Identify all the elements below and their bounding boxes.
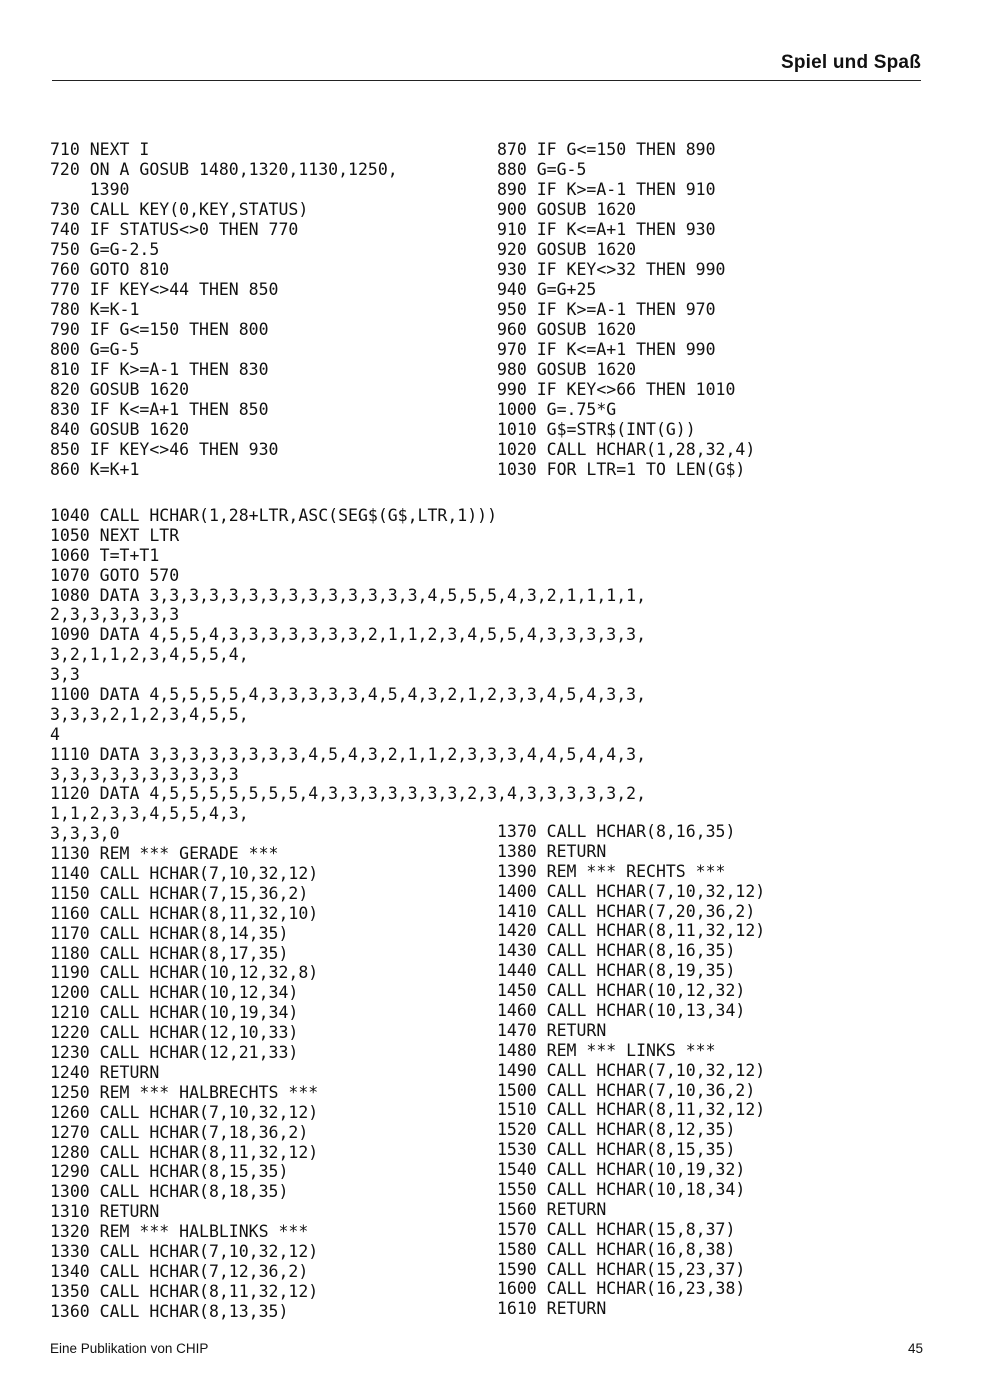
code-line: 1150 CALL HCHAR(7,15,36,2) (50, 883, 309, 903)
section-title: Spiel und Spaß (780, 52, 921, 73)
code-line: 710 NEXT I (50, 140, 150, 159)
footer-publisher: Eine Publikation von CHIP (50, 1341, 209, 1356)
code-line: 1600 CALL HCHAR(16,23,38) (497, 1279, 746, 1299)
code-line: 1280 CALL HCHAR(8,11,32,12) (50, 1142, 319, 1162)
code-line: 1510 CALL HCHAR(8,11,32,12) (497, 1100, 766, 1120)
code-line: 920 GOSUB 1620 (497, 240, 637, 259)
code-line: 1070 GOTO 570 (50, 565, 180, 585)
code-line: 980 GOSUB 1620 (497, 360, 637, 379)
code-listing-top-right (497, 140, 755, 480)
code-line: 770 IF KEY<>44 THEN 850 (50, 280, 279, 299)
code-line: 3,2,1,1,2,3,4,5,5,4, (50, 645, 249, 665)
code-line: 1560 RETURN (497, 1199, 607, 1219)
code-line: 1530 CALL HCHAR(8,15,35) (497, 1140, 736, 1160)
code-line: 810 IF K>=A-1 THEN 830 (50, 360, 269, 379)
code-line: 1010 G$=STR$(INT(G)) (497, 420, 696, 439)
code-line: 3,3,3,0 (50, 824, 120, 844)
code-line: 1220 CALL HCHAR(12,10,33) (50, 1023, 299, 1043)
code-line: 740 IF STATUS<>0 THEN 770 (50, 220, 299, 239)
code-line: 1100 DATA 4,5,5,5,5,4,3,3,3,3,3,4,5,4,3,2,1,2,3,3,4,5,4,3,3, (50, 685, 647, 705)
code-line: 1260 CALL HCHAR(7,10,32,12) (50, 1102, 319, 1122)
code-line: 1450 CALL HCHAR(10,12,32) (497, 981, 746, 1001)
code-line: 1610 RETURN (497, 1299, 607, 1319)
code-line: 2,3,3,3,3,3,3 (50, 605, 180, 625)
code-line: 940 G=G+25 (497, 280, 597, 299)
code-listing-bottom-right (497, 822, 765, 1319)
code-line: 830 IF K<=A+1 THEN 850 (50, 400, 269, 419)
code-line: 1170 CALL HCHAR(8,14,35) (50, 923, 289, 943)
code-line: 4 (50, 724, 60, 744)
code-line: 1420 CALL HCHAR(8,11,32,12) (497, 921, 766, 941)
code-line: 1520 CALL HCHAR(8,12,35) (497, 1120, 736, 1140)
code-line: 1550 CALL HCHAR(10,18,34) (497, 1180, 746, 1200)
code-line: 1500 CALL HCHAR(7,10,36,2) (497, 1080, 756, 1100)
code-line: 1470 RETURN (497, 1020, 607, 1040)
code-line: 970 IF K<=A+1 THEN 990 (497, 340, 716, 359)
code-line: 720 ON A GOSUB 1480,1320,1130,1250, (50, 160, 398, 179)
code-line: 1050 NEXT LTR (50, 525, 180, 545)
code-line: 1080 DATA 3,3,3,3,3,3,3,3,3,3,3,3,3,3,4,5,5,5,4,3,2,1,1,1,1, (50, 585, 647, 605)
code-line: 1060 T=T+T1 (50, 545, 160, 565)
code-line: 1310 RETURN (50, 1202, 160, 1222)
code-line: 840 GOSUB 1620 (50, 420, 190, 439)
code-line: 1540 CALL HCHAR(10,19,32) (497, 1160, 746, 1180)
code-line: 1190 CALL HCHAR(10,12,32,8) (50, 963, 319, 983)
code-line: 1160 CALL HCHAR(8,11,32,10) (50, 903, 319, 923)
code-line: 820 GOSUB 1620 (50, 380, 190, 399)
code-line: 1200 CALL HCHAR(10,12,34) (50, 983, 299, 1003)
code-line: 1140 CALL HCHAR(7,10,32,12) (50, 864, 319, 884)
code-line: 1090 DATA 4,5,5,4,3,3,3,3,3,3,3,2,1,1,2,3,4,5,5,4,3,3,3,3,3, (50, 625, 647, 645)
code-line: 1350 CALL HCHAR(8,11,32,12) (50, 1281, 319, 1301)
code-line: 1130 REM *** GERADE *** (50, 844, 279, 864)
code-line: 1380 RETURN (497, 841, 607, 861)
code-line: 800 G=G-5 (50, 340, 140, 359)
code-line: 1020 CALL HCHAR(1,28,32,4) (497, 440, 756, 459)
code-line: 1320 REM *** HALBLINKS *** (50, 1222, 309, 1242)
code-line: 730 CALL KEY(0,KEY,STATUS) (50, 200, 309, 219)
code-line: 750 G=G-2.5 (50, 240, 160, 259)
code-line: 1370 CALL HCHAR(8,16,35) (497, 822, 736, 841)
code-line: 1460 CALL HCHAR(10,13,34) (497, 1001, 746, 1021)
header-divider (52, 80, 921, 81)
code-line: 1180 CALL HCHAR(8,17,35) (50, 943, 289, 963)
code-line: 1330 CALL HCHAR(7,10,32,12) (50, 1241, 319, 1261)
code-line: 1340 CALL HCHAR(7,12,36,2) (50, 1261, 309, 1281)
code-line: 1390 REM *** RECHTS *** (497, 861, 726, 881)
code-line: 1390 (50, 180, 130, 199)
code-line: 780 K=K-1 (50, 300, 140, 319)
code-line: 900 GOSUB 1620 (497, 200, 637, 219)
code-line: 3,3,3,3,3,3,3,3,3,3 (50, 764, 239, 784)
code-line: 860 K=K+1 (50, 460, 140, 479)
code-line: 760 GOTO 810 (50, 260, 170, 279)
code-line: 1240 RETURN (50, 1062, 160, 1082)
code-line: 1000 G=.75*G (497, 400, 617, 419)
code-line: 1410 CALL HCHAR(7,20,36,2) (497, 901, 756, 921)
code-line: 1290 CALL HCHAR(8,15,35) (50, 1162, 289, 1182)
code-line: 1230 CALL HCHAR(12,21,33) (50, 1043, 299, 1063)
code-line: 870 IF G<=150 THEN 890 (497, 140, 716, 159)
code-line: 1440 CALL HCHAR(8,19,35) (497, 961, 736, 981)
code-line: 1590 CALL HCHAR(15,23,37) (497, 1259, 746, 1279)
code-line: 1480 REM *** LINKS *** (497, 1040, 716, 1060)
code-line: 960 GOSUB 1620 (497, 320, 637, 339)
code-line: 1400 CALL HCHAR(7,10,32,12) (497, 881, 766, 901)
code-line: 990 IF KEY<>66 THEN 1010 (497, 380, 736, 399)
code-line: 1110 DATA 3,3,3,3,3,3,3,3,4,5,4,3,2,1,1,2,3,3,3,4,4,5,4,4,3, (50, 744, 647, 764)
code-line: 910 IF K<=A+1 THEN 930 (497, 220, 716, 239)
code-line: 880 G=G-5 (497, 160, 587, 179)
code-line: 1030 FOR LTR=1 TO LEN(G$) (497, 460, 746, 479)
code-line: 950 IF K>=A-1 THEN 970 (497, 300, 716, 319)
code-line: 1270 CALL HCHAR(7,18,36,2) (50, 1122, 309, 1142)
code-listing-top-left (50, 140, 398, 480)
code-line: 1430 CALL HCHAR(8,16,35) (497, 941, 736, 961)
code-line: 3,3 (50, 665, 80, 685)
code-line: 850 IF KEY<>46 THEN 930 (50, 440, 279, 459)
code-line: 930 IF KEY<>32 THEN 990 (497, 260, 726, 279)
code-line: 1570 CALL HCHAR(15,8,37) (497, 1219, 736, 1239)
code-line: 1040 CALL HCHAR(1,28+LTR,ASC(SEG$(G$,LTR,1))) (50, 506, 498, 525)
code-line: 1,1,2,3,3,4,5,5,4,3, (50, 804, 249, 824)
code-line: 1360 CALL HCHAR(8,13,35) (50, 1301, 289, 1321)
page-number: 45 (907, 1341, 923, 1356)
code-line: 890 IF K>=A-1 THEN 910 (497, 180, 716, 199)
code-line: 1250 REM *** HALBRECHTS *** (50, 1082, 319, 1102)
code-line: 1300 CALL HCHAR(8,18,35) (50, 1182, 289, 1202)
code-line: 1580 CALL HCHAR(16,8,38) (497, 1239, 736, 1259)
code-line: 3,3,3,2,1,2,3,4,5,5, (50, 704, 249, 724)
code-line: 1120 DATA 4,5,5,5,5,5,5,5,4,3,3,3,3,3,3,3,2,3,4,3,3,3,3,3,2, (50, 784, 647, 804)
code-line: 1490 CALL HCHAR(7,10,32,12) (497, 1060, 766, 1080)
code-line: 790 IF G<=150 THEN 800 (50, 320, 269, 339)
code-line: 1210 CALL HCHAR(10,19,34) (50, 1003, 299, 1023)
